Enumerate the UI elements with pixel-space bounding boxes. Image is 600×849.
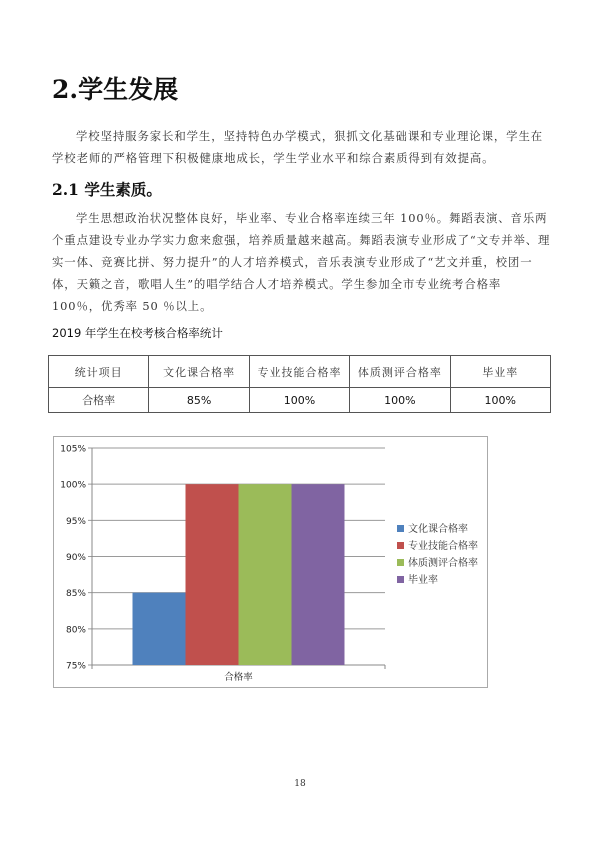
legend-label: 体质测评合格率: [408, 558, 478, 569]
table-row-label: 合格率: [49, 388, 149, 413]
bar-2: [186, 484, 239, 665]
quality-paragraph: [52, 207, 552, 317]
table-cell: 100%: [350, 388, 450, 413]
table-header-cell: 文化课合格率: [149, 356, 249, 388]
bar-chart: [53, 436, 488, 688]
page-number: 18: [294, 779, 306, 789]
y-tick-label: 105%: [60, 444, 86, 455]
y-tick-label: 75%: [65, 661, 86, 672]
legend-label: 专业技能合格率: [408, 541, 478, 552]
table-cell: 100%: [450, 388, 550, 413]
intro-paragraph: [52, 125, 552, 169]
subsection-heading: 2.1 学生素质。: [52, 180, 162, 199]
bar-1: [133, 593, 186, 665]
intro-paragraph-text: 学校坚持服务家长和学生，坚持特色办学模式，狠抓文化基础课和专业理论课，学生在学校老师的严格管理下积极健康地成长，学生学业水平和综合素质得到有效提高。: [52, 129, 544, 165]
bar-3: [239, 484, 292, 665]
legend-swatch: [397, 542, 404, 549]
legend-swatch: [397, 525, 404, 532]
table-cell: 100%: [249, 388, 349, 413]
table-header-cell: 统计项目: [49, 356, 149, 388]
y-tick-label: 100%: [60, 480, 86, 491]
table-cell: 85%: [149, 388, 249, 413]
table-header-cell: 体质测评合格率: [350, 356, 450, 388]
y-tick-label: 90%: [65, 553, 86, 563]
table-row: [49, 388, 551, 413]
table-header-cell: 毕业率: [450, 356, 550, 388]
legend-label: 毕业率: [408, 575, 438, 586]
bar-chart-svg: [54, 437, 487, 687]
x-category-label: 合格率: [224, 672, 253, 683]
legend-swatch: [397, 576, 404, 583]
table-header-row: [49, 356, 551, 388]
section-heading: 2.学生发展: [52, 75, 179, 104]
table-caption: 2019 年学生在校考核合格率统计: [52, 326, 223, 340]
bar-4: [292, 484, 345, 665]
pass-rate-table: [48, 355, 551, 413]
y-tick-label: 80%: [65, 625, 86, 636]
legend-swatch: [397, 559, 404, 566]
y-tick-label: 85%: [65, 589, 86, 600]
table-header-cell: 专业技能合格率: [249, 356, 349, 388]
quality-paragraph-text: 学生思想政治状况整体良好，毕业率、专业合格率连续三年 100％。舞蹈表演、音乐两个重点建设专业办学实力愈来愈强，培养质量越来越高。舞蹈表演专业形成了“文专并举、理实一体、竞赛比拼、努力提升”的人才培养模式，音乐表演专业形成了“艺文并重，校团一体，天籁之音，歌唱人生”的唱学结合人才培养模式。学生参加全市专业统考合格率 100％，优秀率 50 ％以上。: [52, 211, 551, 313]
y-tick-label: 95%: [65, 516, 86, 527]
legend-label: 文化课合格率: [408, 524, 468, 535]
